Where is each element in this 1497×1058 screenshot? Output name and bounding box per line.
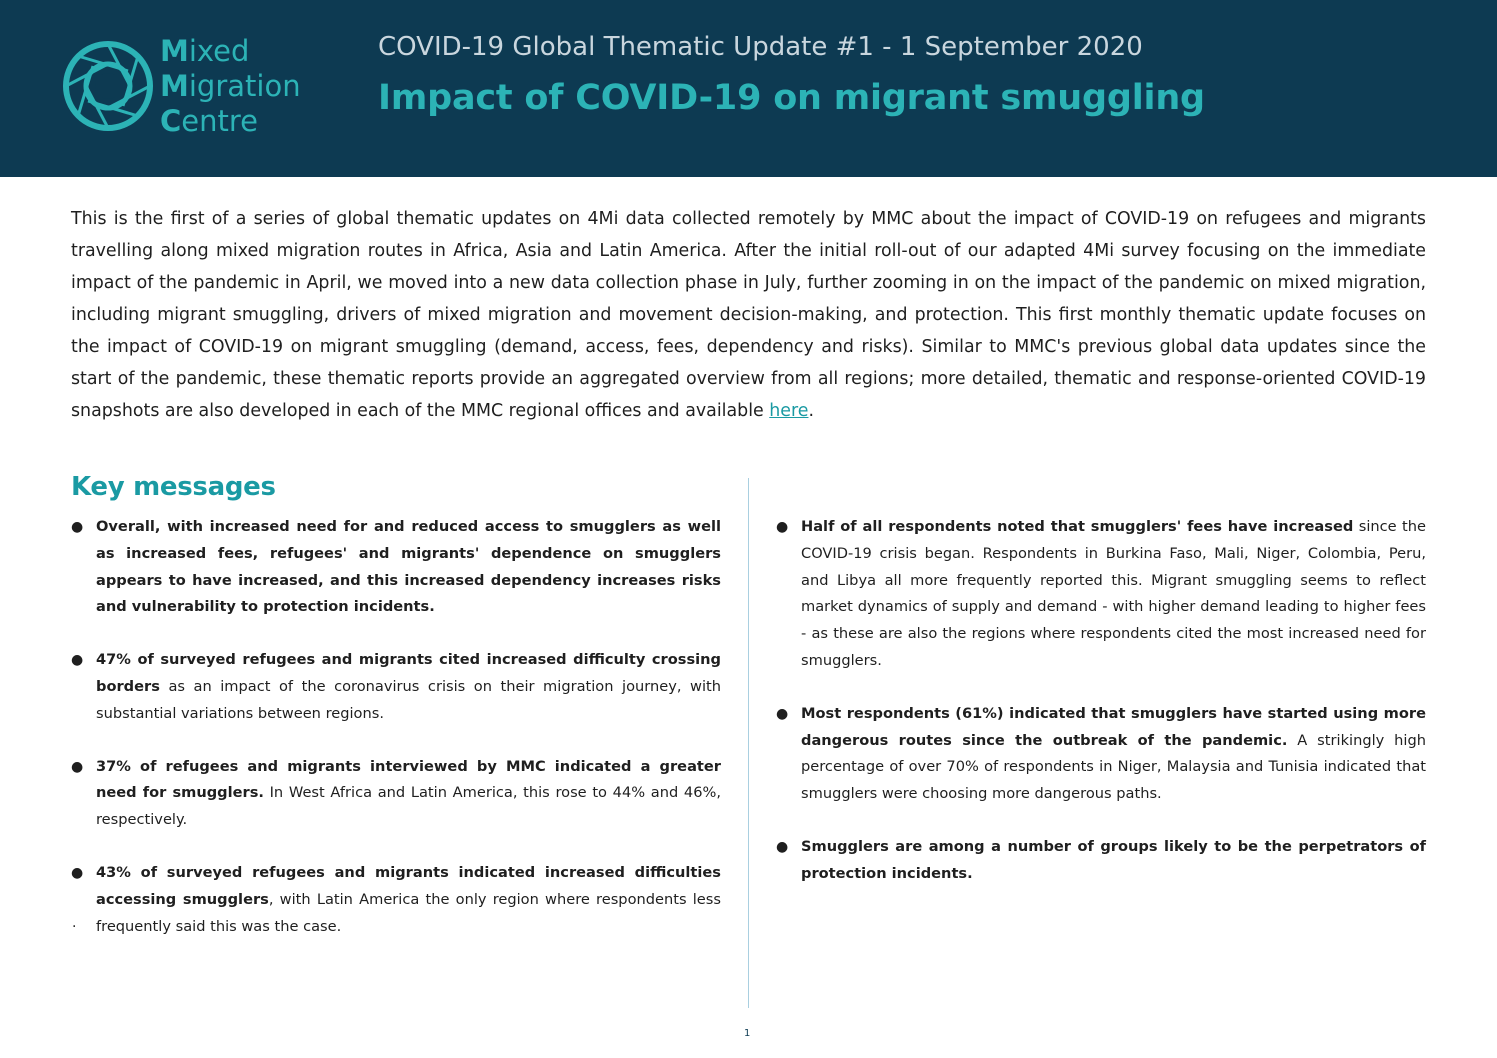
bullet-icon: ● <box>776 838 789 855</box>
intro-paragraph <box>71 203 1426 427</box>
bullet-icon: ● <box>71 519 84 535</box>
key-messages-right-column <box>776 514 1426 888</box>
key-messages-heading: Key messages <box>71 472 276 502</box>
bullet-icon: ● <box>776 519 789 535</box>
here-link[interactable]: here <box>769 401 809 421</box>
intro-end: . <box>808 401 814 421</box>
header-banner <box>0 0 1497 177</box>
list-item: ● Half of all respondents noted that smugglers' fees have increased since the COVID-19 crisis began. Respondents in Burkina Faso, Mali, Niger, Colombia, Peru, and Libya all more frequently reported this. Migrant smuggling seems to reflect market dynamics of supply and demand - with higher demand leading to higher fees - as these are also the regions where respondents cited the most increased need for smugglers. <box>776 514 1426 675</box>
intro-text: This is the first of a series of global thematic updates on 4Mi data collected remotely by MMC about the impact of COVID-19 on refugees and migrants travelling along mixed migration routes in Africa, Asia and Latin America. After the initial roll-out of our adapted 4Mi survey focusing on the immediate impact of the pandemic in April, we moved into a new data collection phase in July, further zooming in on the impact of the pandemic on mixed migration, including migrant smuggling, drivers of mixed migration and movement decision-making, and protection. This first monthly thematic update focuses on the impact of COVID-19 on migrant smuggling (demand, access, fees, dependency and risks). Similar to MMC's previous global data updates since the start of the pandemic, these thematic reports provide an aggregated overview from all regions; more detailed, thematic and response-oriented COVID-19 snapshots are also developed in each of the MMC regional offices and available <box>71 209 1426 421</box>
logo-line-3: Centre <box>160 104 259 138</box>
list-item: ● Overall, with increased need for and reduced access to smugglers as well as increased fees, refugees' and migrants' dependence on smugglers appears to have increased, and this increased dependency increases risks and vulnerability to protection incidents. <box>71 514 721 621</box>
logo-wordmark <box>160 34 301 139</box>
bullet-icon: ● <box>71 758 84 775</box>
stray-period: . <box>72 915 77 931</box>
list-item: ● 47% of surveyed refugees and migrants cited increased difficulty crossing borders as an impact of the coronavirus crisis on their migration journey, with substantial variations between regions. <box>71 647 721 727</box>
page-number: 1 <box>744 1028 751 1039</box>
mmc-logo-icon <box>58 36 158 136</box>
logo-line-2: Migration <box>160 69 301 103</box>
bullet-icon: ● <box>71 652 84 669</box>
key-messages-left-column <box>71 514 721 940</box>
column-divider <box>748 478 749 1008</box>
list-item: ● 43% of surveyed refugees and migrants indicated increased difficulties accessing smugglers, with Latin America the only region where respondents less frequently said this was the case. <box>71 860 721 940</box>
list-item: ● Smugglers are among a number of groups likely to be the perpetrators of protection incidents. <box>776 834 1426 888</box>
document-title: Impact of COVID-19 on migrant smuggling <box>378 78 1205 118</box>
logo-line-1: Mixed <box>160 34 250 68</box>
list-item: ● Most respondents (61%) indicated that smugglers have started using more dangerous routes since the outbreak of the pandemic. A strikingly high percentage of over 70% of respondents in Niger, Malaysia and Tunisia indicated that smugglers were choosing more dangerous paths. <box>776 701 1426 808</box>
document-subtitle: COVID-19 Global Thematic Update #1 - 1 September 2020 <box>378 32 1143 62</box>
bullet-icon: ● <box>776 705 789 722</box>
bullet-icon: ● <box>71 864 84 881</box>
list-item: ● 37% of refugees and migrants interviewed by MMC indicated a greater need for smugglers. In West Africa and Latin America, this rose to 44% and 46%, respectively. <box>71 754 721 834</box>
